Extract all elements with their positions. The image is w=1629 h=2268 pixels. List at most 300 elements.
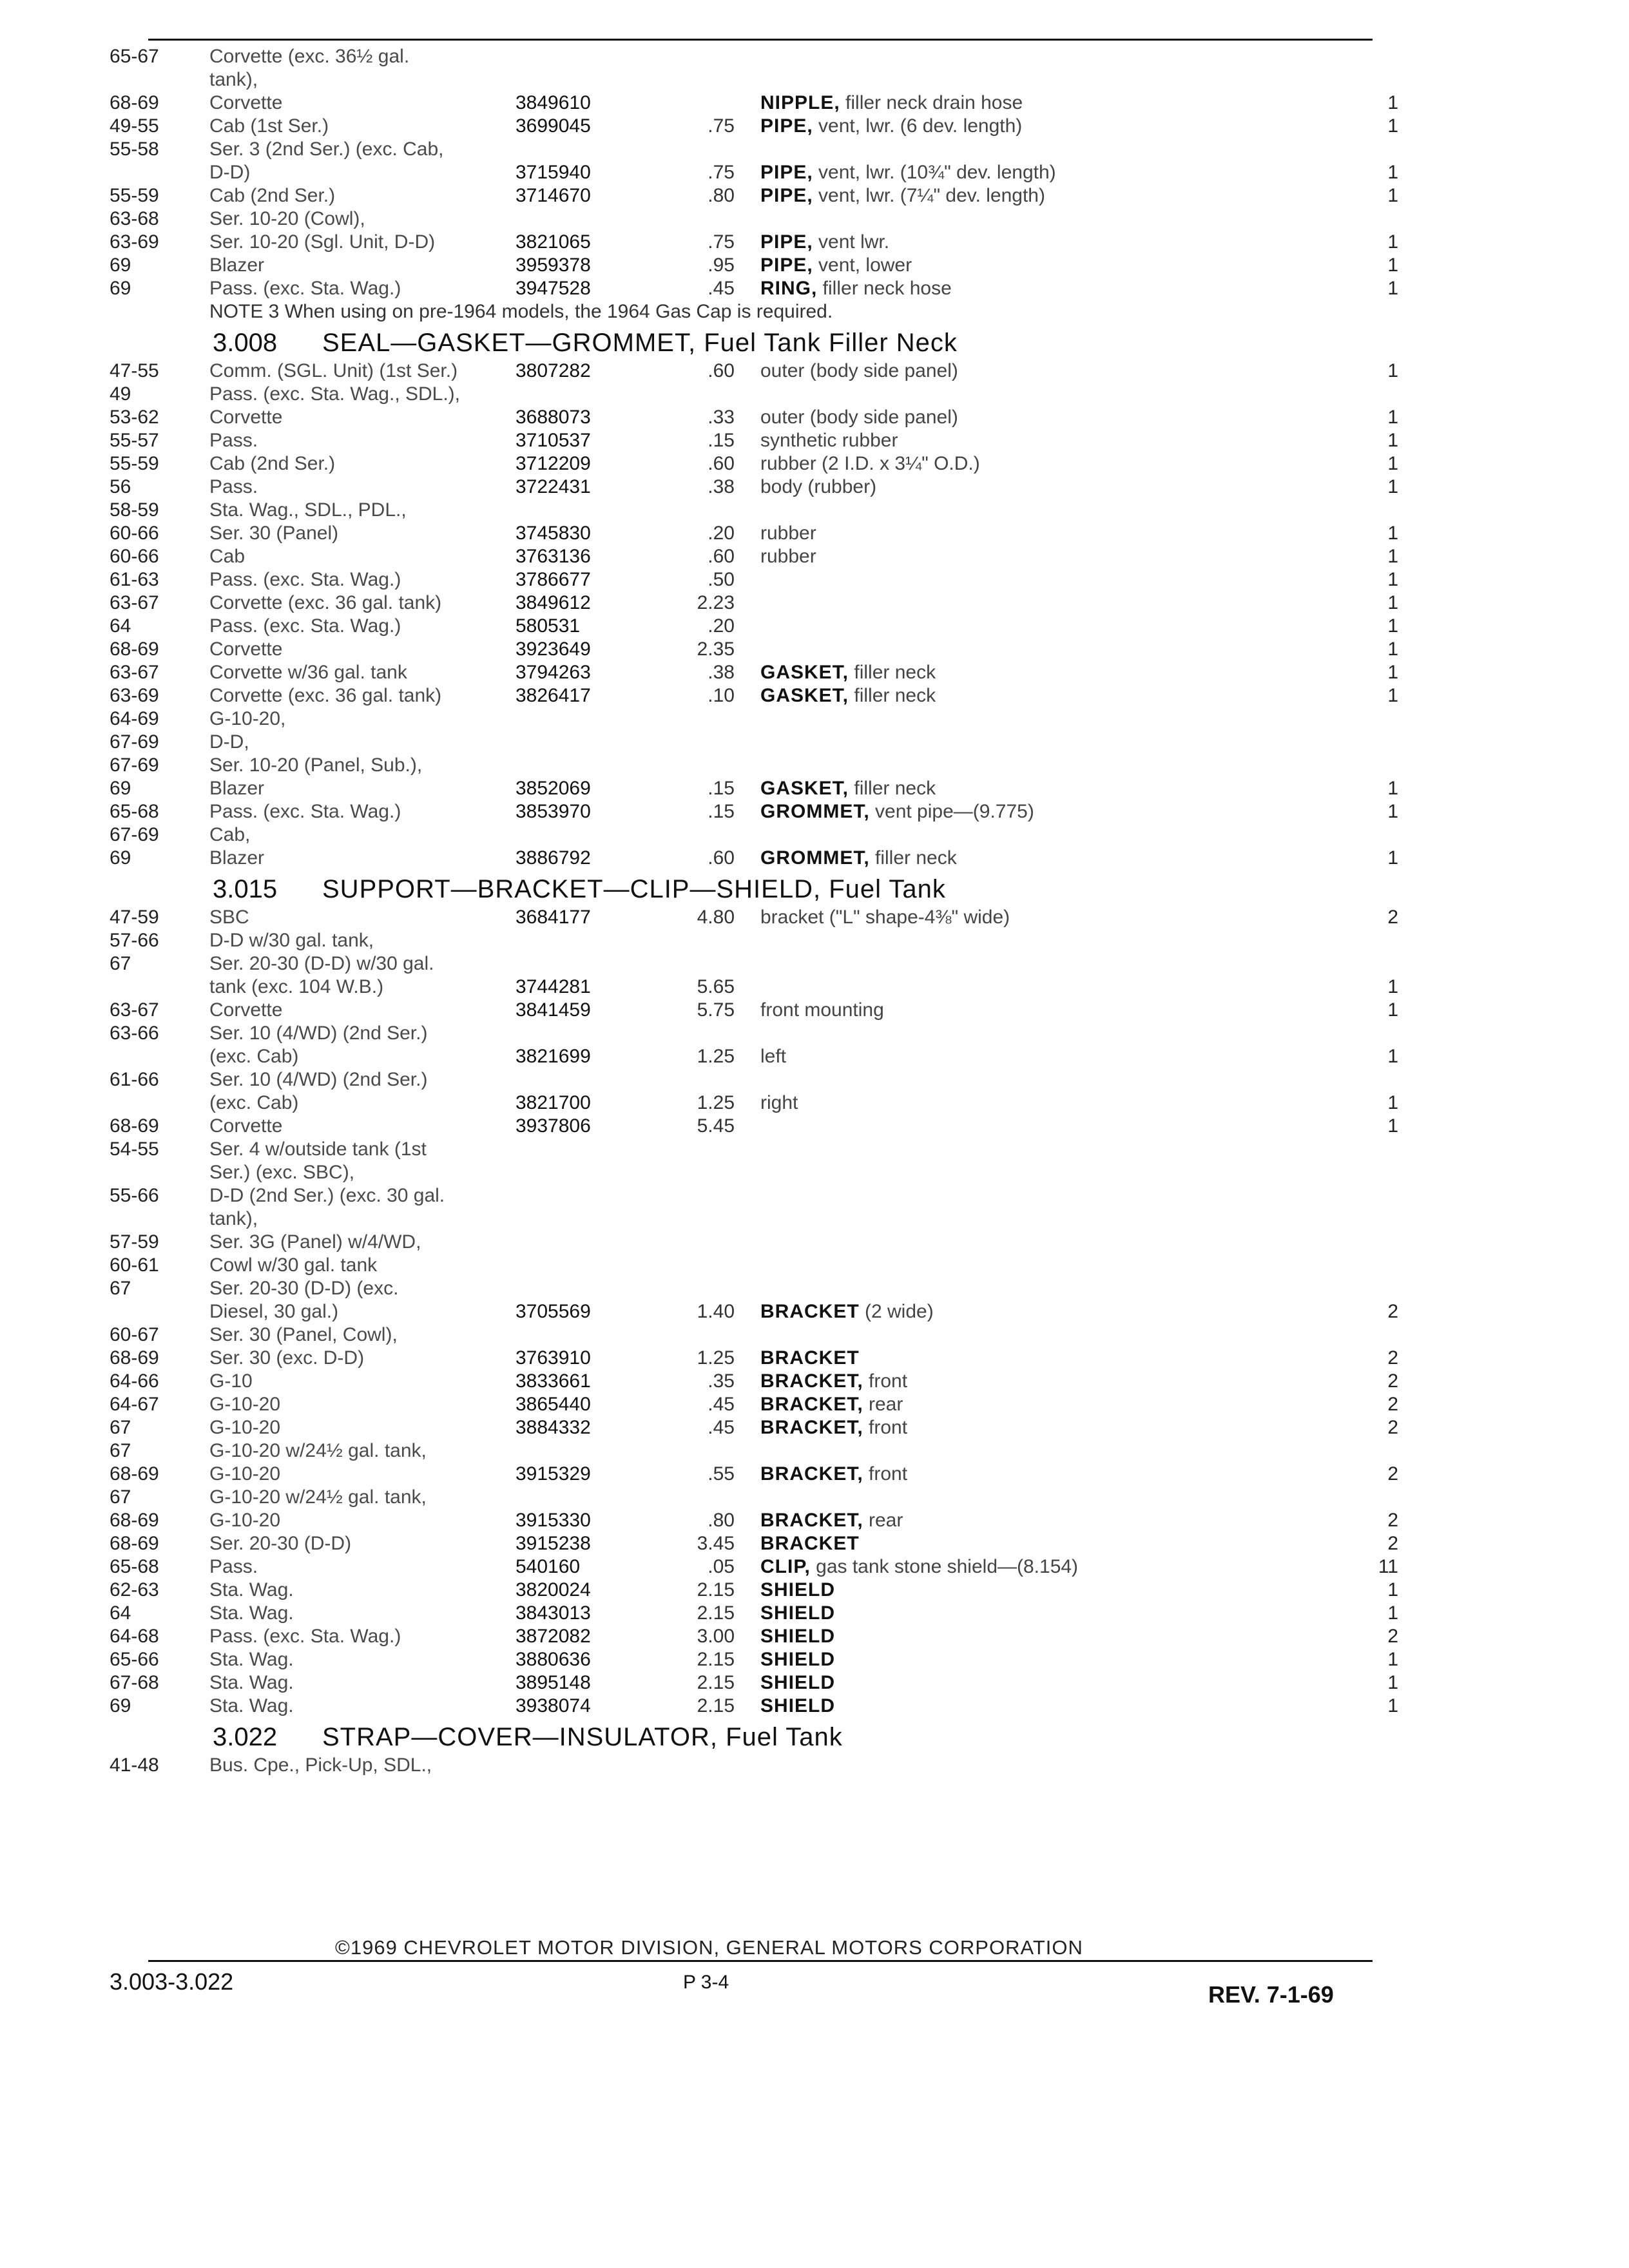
parts-row bbox=[110, 707, 1405, 731]
price: .75 bbox=[708, 231, 735, 253]
model-years: 54-55 bbox=[110, 1139, 159, 1160]
model-description: Blazer bbox=[209, 778, 265, 799]
model-years: 65-68 bbox=[110, 801, 159, 822]
part-number: 3849610 bbox=[516, 92, 591, 113]
parts-row bbox=[110, 184, 1405, 207]
quantity: 1 bbox=[1387, 1092, 1398, 1113]
part-name bbox=[760, 1347, 1327, 1370]
model-description: Ser. 10-20 (Cowl), bbox=[209, 208, 365, 229]
price: .60 bbox=[708, 453, 735, 474]
part-number: 3853970 bbox=[516, 801, 591, 822]
parts-row bbox=[110, 1439, 1405, 1463]
model-years: 61-63 bbox=[110, 569, 159, 590]
model-years: 63-67 bbox=[110, 662, 159, 683]
price: .45 bbox=[708, 1417, 735, 1438]
part-number: 3715940 bbox=[516, 162, 591, 183]
model-years: 58-59 bbox=[110, 499, 159, 521]
model-description: Ser. 30 (Panel, Cowl), bbox=[209, 1324, 398, 1345]
quantity: 1 bbox=[1387, 185, 1398, 206]
parts-row bbox=[110, 207, 1405, 231]
model-description: Sta. Wag. bbox=[209, 1602, 294, 1624]
part-name-detail: filler neck bbox=[849, 685, 936, 706]
model-description: Ser. 4 w/outside tank (1st bbox=[209, 1139, 427, 1160]
part-name bbox=[760, 1579, 1327, 1602]
model-years: 49 bbox=[110, 383, 131, 405]
model-years: 60-66 bbox=[110, 523, 159, 544]
top-rule bbox=[148, 39, 1373, 41]
model-description: Ser. 10 (4/WD) (2nd Ser.) bbox=[209, 1023, 428, 1044]
price: 1.25 bbox=[697, 1092, 735, 1113]
model-description: Ser. 10 (4/WD) (2nd Ser.) bbox=[209, 1069, 428, 1090]
price: 3.45 bbox=[697, 1533, 735, 1554]
model-years: 63-67 bbox=[110, 592, 159, 613]
part-number: 3947528 bbox=[516, 278, 591, 299]
part-name-detail: rubber (2 I.D. x 3¼" O.D.) bbox=[760, 453, 980, 474]
model-years: 55-59 bbox=[110, 453, 159, 474]
parts-row bbox=[110, 1323, 1405, 1347]
part-name bbox=[760, 545, 1327, 568]
model-description: Cab, bbox=[209, 824, 251, 845]
part-name-detail: synthetic rubber bbox=[760, 430, 898, 451]
quantity: 1 bbox=[1387, 523, 1398, 544]
part-name-detail: front bbox=[863, 1370, 908, 1392]
model-years: 65-67 bbox=[110, 46, 159, 67]
part-name bbox=[760, 91, 1327, 115]
part-name bbox=[760, 1463, 1327, 1486]
parts-row bbox=[110, 1207, 1405, 1231]
part-name bbox=[760, 847, 1327, 870]
quantity: 2 bbox=[1387, 1626, 1398, 1647]
model-description: Pass. bbox=[209, 430, 258, 451]
part-name bbox=[760, 429, 1327, 452]
part-name-bold: PIPE, bbox=[760, 185, 813, 206]
model-years: 61-66 bbox=[110, 1069, 159, 1090]
model-years: 64-66 bbox=[110, 1370, 159, 1392]
quantity: 1 bbox=[1387, 1695, 1398, 1716]
quantity: 1 bbox=[1387, 453, 1398, 474]
parts-listing bbox=[110, 45, 1405, 1777]
parts-row bbox=[110, 1625, 1405, 1648]
part-number: 3807282 bbox=[516, 360, 591, 381]
model-description: Pass. bbox=[209, 1556, 258, 1577]
quantity: 1 bbox=[1387, 115, 1398, 137]
part-name bbox=[760, 476, 1327, 499]
model-description: Cab (1st Ser.) bbox=[209, 115, 329, 137]
model-years: 65-68 bbox=[110, 1556, 159, 1577]
part-number: 3880636 bbox=[516, 1649, 591, 1670]
part-name-detail: front bbox=[863, 1417, 908, 1438]
part-name-bold: BRACKET bbox=[760, 1533, 860, 1554]
part-name-bold: NIPPLE, bbox=[760, 92, 840, 113]
part-name-bold: GASKET, bbox=[760, 685, 849, 706]
model-years: 67 bbox=[110, 953, 131, 974]
price: .45 bbox=[708, 278, 735, 299]
model-description: Ser. 3 (2nd Ser.) (exc. Cab, bbox=[209, 139, 444, 160]
model-years: 67 bbox=[110, 1417, 131, 1438]
model-description: Ser. 10-20 (Panel, Sub.), bbox=[209, 754, 423, 776]
price: .20 bbox=[708, 615, 735, 637]
part-name-bold: BRACKET, bbox=[760, 1510, 863, 1531]
parts-row bbox=[110, 1509, 1405, 1532]
parts-row bbox=[110, 277, 1405, 300]
model-years: 68-69 bbox=[110, 1533, 159, 1554]
parts-row bbox=[110, 1138, 1405, 1161]
price: 2.15 bbox=[697, 1695, 735, 1716]
part-name-detail: right bbox=[760, 1092, 798, 1113]
model-years: 55-66 bbox=[110, 1185, 159, 1206]
footer-revision: REV. 7-1-69 bbox=[1208, 1981, 1334, 2008]
quantity: 1 bbox=[1387, 662, 1398, 683]
parts-row bbox=[110, 1602, 1405, 1625]
model-description: Ser.) (exc. SBC), bbox=[209, 1162, 355, 1183]
model-description: G-10 bbox=[209, 1370, 253, 1392]
part-name-detail: outer (body side panel) bbox=[760, 407, 958, 428]
part-number: 580531 bbox=[516, 615, 581, 637]
part-name bbox=[760, 777, 1327, 800]
part-name-bold: GROMMET, bbox=[760, 847, 870, 869]
model-years: 69 bbox=[110, 847, 131, 869]
part-name-bold: GASKET, bbox=[760, 662, 849, 683]
price: .35 bbox=[708, 1370, 735, 1392]
part-number: 3937806 bbox=[516, 1115, 591, 1137]
quantity: 2 bbox=[1387, 1347, 1398, 1369]
parts-row bbox=[110, 1161, 1405, 1184]
part-name bbox=[760, 1416, 1327, 1439]
parts-row bbox=[110, 161, 1405, 184]
price: 5.75 bbox=[697, 999, 735, 1021]
parts-row bbox=[110, 383, 1405, 406]
parts-row bbox=[110, 975, 1405, 999]
model-description: Pass. bbox=[209, 476, 258, 497]
parts-row bbox=[110, 91, 1405, 115]
model-description: (exc. Cab) bbox=[209, 1046, 299, 1067]
part-name-bold: GASKET, bbox=[760, 778, 849, 799]
parts-row bbox=[110, 847, 1405, 870]
part-number: 3710537 bbox=[516, 430, 591, 451]
model-description: Sta. Wag. bbox=[209, 1672, 294, 1693]
price: .15 bbox=[708, 778, 735, 799]
price: .50 bbox=[708, 569, 735, 590]
model-years: 68-69 bbox=[110, 1463, 159, 1485]
part-name-detail: vent, lwr. (10¾" dev. length) bbox=[813, 162, 1056, 183]
price: 1.40 bbox=[697, 1301, 735, 1322]
parts-row bbox=[110, 731, 1405, 754]
model-years: 63-67 bbox=[110, 999, 159, 1021]
parts-row bbox=[110, 138, 1405, 161]
quantity: 2 bbox=[1387, 1301, 1398, 1322]
model-description: G-10-20 w/24½ gal. tank, bbox=[209, 1486, 427, 1508]
model-description: D-D, bbox=[209, 731, 249, 753]
part-name bbox=[760, 161, 1327, 184]
model-description: Cab (2nd Ser.) bbox=[209, 185, 336, 206]
part-number: 3699045 bbox=[516, 115, 591, 137]
price: .45 bbox=[708, 1394, 735, 1415]
parts-row bbox=[110, 754, 1405, 777]
parts-row bbox=[110, 800, 1405, 823]
model-description: Ser. 20-30 (D-D) w/30 gal. bbox=[209, 953, 434, 974]
price: 2.15 bbox=[697, 1602, 735, 1624]
part-name bbox=[760, 1671, 1327, 1695]
parts-row bbox=[110, 1754, 1405, 1777]
section-heading bbox=[110, 1718, 1405, 1754]
model-description: Corvette (exc. 36½ gal. bbox=[209, 46, 410, 67]
model-description: Cowl w/30 gal. tank bbox=[209, 1254, 378, 1276]
model-description: Sta. Wag. bbox=[209, 1579, 294, 1600]
part-name-detail: body (rubber) bbox=[760, 476, 877, 497]
quantity: 2 bbox=[1387, 1394, 1398, 1415]
model-description: Sta. Wag. bbox=[209, 1649, 294, 1670]
part-name-detail: vent pipe—(9.775) bbox=[869, 801, 1034, 822]
part-number: 3688073 bbox=[516, 407, 591, 428]
model-description: tank (exc. 104 W.B.) bbox=[209, 976, 384, 997]
parts-row bbox=[110, 522, 1405, 545]
parts-row bbox=[110, 300, 1405, 323]
model-description: Comm. (SGL. Unit) (1st Ser.) bbox=[209, 360, 458, 381]
model-years: 56 bbox=[110, 476, 131, 497]
part-name-detail: rubber bbox=[760, 546, 816, 567]
model-years: 49-55 bbox=[110, 115, 159, 137]
price: 2.23 bbox=[697, 592, 735, 613]
part-number: 3745830 bbox=[516, 523, 591, 544]
model-years: 55-59 bbox=[110, 185, 159, 206]
price: .15 bbox=[708, 430, 735, 451]
model-description: SBC bbox=[209, 907, 249, 928]
part-number: 3938074 bbox=[516, 1695, 591, 1716]
quantity: 1 bbox=[1387, 615, 1398, 637]
section-number: 3.022 bbox=[213, 1723, 278, 1751]
parts-row bbox=[110, 1091, 1405, 1115]
price: 1.25 bbox=[697, 1347, 735, 1369]
part-name-detail: filler neck bbox=[849, 778, 936, 799]
model-years: 64-69 bbox=[110, 708, 159, 729]
part-name-bold: BRACKET, bbox=[760, 1394, 863, 1415]
part-number: 3841459 bbox=[516, 999, 591, 1021]
parts-row bbox=[110, 615, 1405, 638]
quantity: 1 bbox=[1387, 1602, 1398, 1624]
parts-row bbox=[110, 777, 1405, 800]
quantity: 1 bbox=[1387, 546, 1398, 567]
model-years: 47-55 bbox=[110, 360, 159, 381]
model-years: 69 bbox=[110, 278, 131, 299]
quantity: 1 bbox=[1387, 407, 1398, 428]
model-description: Corvette (exc. 36 gal. tank) bbox=[209, 685, 442, 706]
footer-copyright: ©1969 CHEVROLET MOTOR DIVISION, GENERAL MOTORS CORPORATION bbox=[335, 1936, 1083, 1959]
part-name bbox=[760, 1648, 1327, 1671]
section-heading bbox=[110, 323, 1405, 360]
model-years: 63-68 bbox=[110, 208, 159, 229]
parts-row bbox=[110, 231, 1405, 254]
part-number: 3895148 bbox=[516, 1672, 591, 1693]
parts-row bbox=[110, 638, 1405, 661]
part-number: 3884332 bbox=[516, 1417, 591, 1438]
quantity: 1 bbox=[1387, 801, 1398, 822]
quantity: 1 bbox=[1387, 999, 1398, 1021]
model-description: Sta. Wag., SDL., PDL., bbox=[209, 499, 407, 521]
price: .60 bbox=[708, 546, 735, 567]
part-name-detail: vent, lwr. (7¼" dev. length) bbox=[813, 185, 1045, 206]
model-description: tank), bbox=[209, 69, 258, 90]
price: .60 bbox=[708, 847, 735, 869]
model-years: 60-66 bbox=[110, 546, 159, 567]
quantity: 1 bbox=[1387, 1649, 1398, 1670]
quantity: 1 bbox=[1387, 569, 1398, 590]
model-description: Pass. (exc. Sta. Wag.) bbox=[209, 278, 401, 299]
quantity: 2 bbox=[1387, 1510, 1398, 1531]
parts-row bbox=[110, 1463, 1405, 1486]
parts-row bbox=[110, 545, 1405, 568]
model-years: 68-69 bbox=[110, 92, 159, 113]
parts-row bbox=[110, 1416, 1405, 1439]
parts-row bbox=[110, 499, 1405, 522]
quantity: 1 bbox=[1387, 976, 1398, 997]
part-name-detail: bracket ("L" shape-4⅜" wide) bbox=[760, 907, 1010, 928]
quantity: 1 bbox=[1387, 778, 1398, 799]
model-description: Pass. (exc. Sta. Wag.) bbox=[209, 1626, 401, 1647]
model-years: 68-69 bbox=[110, 1115, 159, 1137]
parts-row bbox=[110, 406, 1405, 429]
parts-row bbox=[110, 1277, 1405, 1300]
part-name bbox=[760, 906, 1327, 929]
part-name-bold: BRACKET, bbox=[760, 1417, 863, 1438]
price: 5.45 bbox=[697, 1115, 735, 1137]
quantity: 2 bbox=[1387, 1533, 1398, 1554]
model-description: G-10-20 bbox=[209, 1510, 281, 1531]
part-name-bold: BRACKET, bbox=[760, 1370, 863, 1392]
parts-row bbox=[110, 476, 1405, 499]
parts-row bbox=[110, 684, 1405, 707]
model-description: Bus. Cpe., Pick-Up, SDL., bbox=[209, 1754, 432, 1776]
part-name-bold: SHIELD bbox=[760, 1602, 836, 1624]
model-years: 41-48 bbox=[110, 1754, 159, 1776]
model-description: G-10-20 w/24½ gal. tank, bbox=[209, 1440, 427, 1461]
part-number: 3821700 bbox=[516, 1092, 591, 1113]
model-description: Corvette bbox=[209, 92, 283, 113]
part-name bbox=[760, 184, 1327, 207]
part-name bbox=[760, 452, 1327, 476]
part-name bbox=[760, 999, 1327, 1022]
part-number: 3915329 bbox=[516, 1463, 591, 1485]
model-description: Corvette bbox=[209, 1115, 283, 1137]
model-years: 64 bbox=[110, 1602, 131, 1624]
parts-row bbox=[110, 823, 1405, 847]
section-title: STRAP—COVER—INSULATOR, Fuel Tank bbox=[322, 1723, 843, 1751]
price: 5.65 bbox=[697, 976, 735, 997]
part-name bbox=[760, 115, 1327, 138]
part-name-bold: SHIELD bbox=[760, 1672, 836, 1693]
model-years: 68-69 bbox=[110, 639, 159, 660]
parts-row bbox=[110, 952, 1405, 975]
parts-row bbox=[110, 1115, 1405, 1138]
part-name bbox=[760, 360, 1327, 383]
model-years: 60-67 bbox=[110, 1324, 159, 1345]
model-description: Ser. 30 (Panel) bbox=[209, 523, 339, 544]
part-number: 3872082 bbox=[516, 1626, 591, 1647]
parts-row bbox=[110, 568, 1405, 591]
parts-row bbox=[110, 1648, 1405, 1671]
parts-row bbox=[110, 1347, 1405, 1370]
part-name bbox=[760, 1091, 1327, 1115]
price: .33 bbox=[708, 407, 735, 428]
part-name-bold: GROMMET, bbox=[760, 801, 870, 822]
model-description: Cab bbox=[209, 546, 246, 567]
part-number: 3915330 bbox=[516, 1510, 591, 1531]
model-years: 67-68 bbox=[110, 1672, 159, 1693]
part-name bbox=[760, 254, 1327, 277]
model-description: G-10-20 bbox=[209, 1394, 281, 1415]
quantity: 1 bbox=[1387, 639, 1398, 660]
price: .05 bbox=[708, 1556, 735, 1577]
model-years: 67 bbox=[110, 1440, 131, 1461]
part-name bbox=[760, 1602, 1327, 1625]
price: 3.00 bbox=[697, 1626, 735, 1647]
parts-row bbox=[110, 1370, 1405, 1393]
parts-row bbox=[110, 360, 1405, 383]
model-description: Pass. (exc. Sta. Wag., SDL.), bbox=[209, 383, 461, 405]
part-number: 3865440 bbox=[516, 1394, 591, 1415]
part-name-bold: CLIP, bbox=[760, 1556, 811, 1577]
price: .60 bbox=[708, 360, 735, 381]
model-years: 55-58 bbox=[110, 139, 159, 160]
model-years: 47-59 bbox=[110, 907, 159, 928]
quantity: 2 bbox=[1387, 907, 1398, 928]
model-years: 57-59 bbox=[110, 1231, 159, 1253]
part-name bbox=[760, 1532, 1327, 1555]
model-description: Pass. (exc. Sta. Wag.) bbox=[209, 801, 401, 822]
quantity: 1 bbox=[1387, 430, 1398, 451]
part-number: 540160 bbox=[516, 1556, 581, 1577]
model-years: 67-69 bbox=[110, 731, 159, 753]
part-name bbox=[760, 1045, 1327, 1068]
model-description: Cab (2nd Ser.) bbox=[209, 453, 336, 474]
price: 4.80 bbox=[697, 907, 735, 928]
price: 2.15 bbox=[697, 1649, 735, 1670]
model-description: Blazer bbox=[209, 255, 265, 276]
model-description: tank), bbox=[209, 1208, 258, 1229]
part-name bbox=[760, 661, 1327, 684]
model-years: 57-66 bbox=[110, 930, 159, 951]
price: .80 bbox=[708, 1510, 735, 1531]
quantity: 1 bbox=[1387, 1672, 1398, 1693]
parts-row bbox=[110, 1393, 1405, 1416]
part-number: 3843013 bbox=[516, 1602, 591, 1624]
parts-row bbox=[110, 591, 1405, 615]
quantity: 1 bbox=[1387, 476, 1398, 497]
price: .95 bbox=[708, 255, 735, 276]
part-name bbox=[760, 1625, 1327, 1648]
quantity: 1 bbox=[1387, 1115, 1398, 1137]
part-number: 3744281 bbox=[516, 976, 591, 997]
part-name-detail: vent, lwr. (6 dev. length) bbox=[813, 115, 1023, 137]
part-name bbox=[760, 684, 1327, 707]
model-years: 69 bbox=[110, 1695, 131, 1716]
part-name-detail: gas tank stone shield—(8.154) bbox=[810, 1556, 1079, 1577]
model-years: 62-63 bbox=[110, 1579, 159, 1600]
model-description: Sta. Wag. bbox=[209, 1695, 294, 1716]
model-description: NOTE 3 When using on pre-1964 models, the 1964 Gas Cap is required. bbox=[209, 301, 833, 322]
parts-row bbox=[110, 1579, 1405, 1602]
part-number: 3763910 bbox=[516, 1347, 591, 1369]
part-number: 3849612 bbox=[516, 592, 591, 613]
part-name-detail: filler neck hose bbox=[817, 278, 952, 299]
model-description: D-D (2nd Ser.) (exc. 30 gal. bbox=[209, 1185, 445, 1206]
model-years: 55-57 bbox=[110, 430, 159, 451]
model-description: (exc. Cab) bbox=[209, 1092, 299, 1113]
footer-page-number: P 3-4 bbox=[683, 1972, 729, 1993]
part-number: 3794263 bbox=[516, 662, 591, 683]
parts-row bbox=[110, 1555, 1405, 1579]
part-name-bold: PIPE, bbox=[760, 115, 813, 137]
part-name-detail: (2 wide) bbox=[859, 1301, 934, 1322]
